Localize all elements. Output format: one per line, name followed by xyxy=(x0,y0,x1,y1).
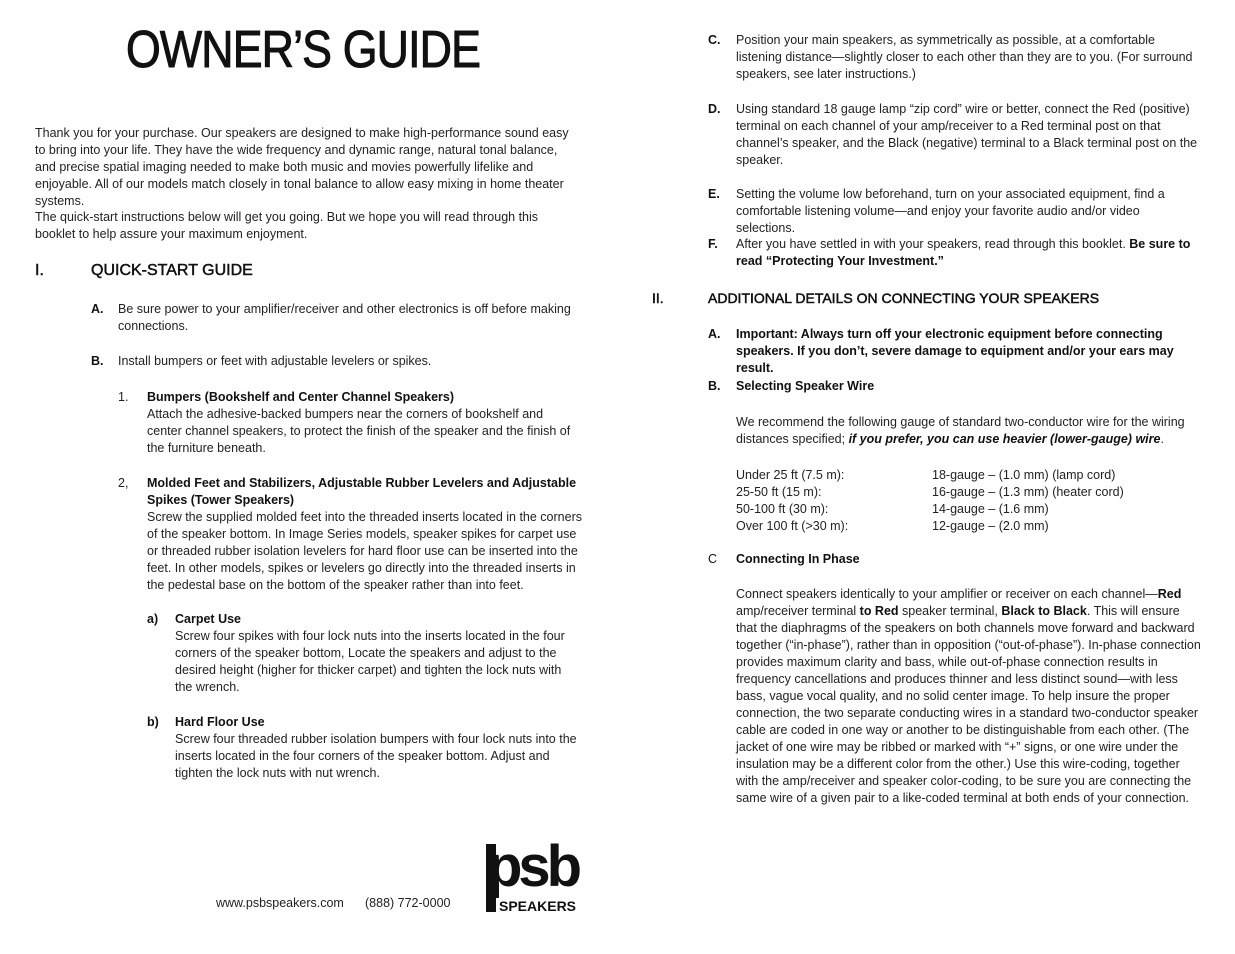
logo-wordmark: psb xyxy=(487,840,579,899)
item-d-label: D. xyxy=(708,102,721,116)
subitem-b-label: b) xyxy=(147,715,159,729)
section-2-item-c-label: C xyxy=(708,552,718,566)
wire-distance: Under 25 ft (7.5 m): xyxy=(736,468,845,482)
wire-gauge: 16-gauge – (1.3 mm) (heater cord) xyxy=(932,485,1124,499)
phase-text-2: amp/receiver terminal xyxy=(736,604,860,618)
logo-subtitle: SPEAKERS xyxy=(499,898,577,914)
subitem-2-title: Molded Feet and Stabilizers, Adjustable Rubber Levelers and Adjustable Spikes (Tower Speakers) xyxy=(147,476,577,507)
wire-distance: Over 100 ft (>30 m): xyxy=(736,519,849,533)
subitem-a-label: a) xyxy=(147,612,159,626)
section-2-item-b-plain: We recommend the following gauge of standard two-conductor wire for the wiring distances specified; xyxy=(736,415,1185,446)
subitem-1-number: 1. xyxy=(118,390,129,404)
wire-distance: 25-50 ft (15 m): xyxy=(736,485,822,499)
section-2-item-b-title: Selecting Speaker Wire xyxy=(736,379,875,393)
phase-bold-black: Black to Black xyxy=(1001,604,1087,618)
page-title: OWNER’S GUIDE xyxy=(126,21,481,79)
phase-bold-to-red: to Red xyxy=(859,604,899,618)
wire-row xyxy=(736,501,1124,518)
wire-row xyxy=(736,484,1124,501)
item-f-bold: Be sure to read “Protecting Your Investment.” xyxy=(736,237,1191,268)
item-e-text: Setting the volume low beforehand, turn on your associated equipment, find a comfortable listening volume—and enjoy your favorite audio and/or video selections. xyxy=(736,187,1165,235)
item-f-text xyxy=(736,236,1198,270)
subitem-b-title: Hard Floor Use xyxy=(175,715,265,729)
wire-gauge: 12-gauge – (2.0 mm) xyxy=(932,519,1049,533)
section-2-item-b-label: B. xyxy=(708,379,721,393)
item-f-label: F. xyxy=(708,237,718,251)
psb-logo-mark xyxy=(486,840,586,914)
item-e-label: E. xyxy=(708,187,720,201)
item-a-text: Be sure power to your amplifier/receiver and other electronics is off before making connections. xyxy=(118,302,571,333)
section-2-item-a-text: Important: Always turn off your electronic equipment before connecting speakers. If you don’t, severe damage to equipment and/or your ears may result. xyxy=(736,327,1174,375)
subitem-2-text: Screw the supplied molded feet into the threaded inserts located in the corners of the speaker bottom. In Image Series models, speaker spikes for carpet use or threaded rubber isolation levelers for hard floor use can be inserted into the feet. In other models, spikes or levelers go directly into the threaded inserts in the pedestal base on the bottom of the speaker rather than into feet. xyxy=(147,510,582,592)
psb-logo xyxy=(486,840,586,914)
footer-phone: (888) 772-0000 xyxy=(365,896,451,910)
wire-row xyxy=(736,518,1124,535)
section-2-item-b-text xyxy=(736,414,1202,448)
section-1-title: QUICK-START GUIDE xyxy=(91,262,253,279)
wire-gauge: 18-gauge – (1.0 mm) (lamp cord) xyxy=(932,468,1116,482)
section-2-title: ADDITIONAL DETAILS ON CONNECTING YOUR SPEAKERS xyxy=(708,290,1100,306)
phase-bold-red: Red xyxy=(1157,587,1182,601)
subitem-a-title: Carpet Use xyxy=(175,612,241,626)
subitem-1-title: Bumpers (Bookshelf and Center Channel Speakers) xyxy=(147,390,455,404)
item-a-label: A. xyxy=(91,302,104,316)
subitem-2-number: 2, xyxy=(118,476,129,490)
item-d-text: Using standard 18 gauge lamp “zip cord” wire or better, connect the Red (positive) terminal on each channel of your amp/receiver to a Red terminal post on that channel’s speaker, and the Black (negative) terminal to a Black terminal post on the speaker. xyxy=(736,102,1198,167)
section-2-number: II. xyxy=(652,290,664,306)
wire-gauge: 14-gauge – (1.6 mm) xyxy=(932,502,1049,516)
subitem-a-text: Screw four spikes with four lock nuts into the inserts located in the four corners of the speaker bottom, Locate the speakers and adjust to the desired height (higher for thicker carpet) and tighten the lock nuts with the wrench. xyxy=(175,629,565,694)
item-c-label: C. xyxy=(708,33,721,47)
section-2-item-b-end: . xyxy=(1160,432,1164,446)
item-b-text: Install bumpers or feet with adjustable levelers or spikes. xyxy=(118,354,432,368)
section-2-item-c-title: Connecting In Phase xyxy=(736,552,860,566)
subitem-1-text: Attach the adhesive-backed bumpers near the corners of bookshelf and center channel speakers, to protect the finish of the speaker and the finish of the furniture beneath. xyxy=(147,407,571,455)
item-b-label: B. xyxy=(91,354,104,368)
item-c-text: Position your main speakers, as symmetrically as possible, at a comfortable listening distance—slightly closer to each other than they are to you. (For surround speakers, see later instructions.) xyxy=(736,33,1193,81)
section-2-item-c-text xyxy=(736,586,1202,807)
item-f-plain: After you have settled in with your speakers, read through this booklet. xyxy=(736,237,1130,251)
section-1-number: I. xyxy=(35,262,44,279)
phase-text-1: Connect speakers identically to your amplifier or receiver on each channel— xyxy=(736,587,1158,601)
section-2-item-a-label: A. xyxy=(708,327,721,341)
wire-distance: 50-100 ft (30 m): xyxy=(736,502,829,516)
wire-gauge-table xyxy=(736,467,1124,535)
footer-url: www.psbspeakers.com xyxy=(216,896,344,910)
section-2-item-b-italic: if you prefer, you can use heavier (lower-gauge) wire xyxy=(848,432,1161,446)
wire-row xyxy=(736,467,1124,484)
phase-text-4: . This will ensure that the diaphragms of the speakers on both channels move forward and backward together (“in-phase”), rather than in opposition (“out-of-phase”). In-phase connection provides maximum clarity and bass, while out-of-phase connection results in frequency cancellations and produces thinner and less distinct sound—with less bass, vague vocal quality, and no solid center image. To help insure the proper connection, the two separate conducting wires in a standard two-conductor speaker cable are coded in one way or another to be distinguishable from each other. (The jacket of one wire may be ribbed or marked with “+” signs, or one wire under the insulation may be a different color from the other.) Use this wire-coding, together with the amp/receiver and speaker color-coding, to be sure you are connecting the same wire of a given pair to a like-coded terminal at both ends of your connection. xyxy=(736,604,1201,805)
intro-paragraph-2: The quick-start instructions below will get you going. But we hope you will read through this booklet to help assure your maximum enjoyment. xyxy=(35,210,539,241)
subitem-b-text: Screw four threaded rubber isolation bumpers with four lock nuts into the inserts located in the four corners of the speaker bottom. Adjust and tighten the lock nuts with nut wrench. xyxy=(175,732,577,780)
intro-paragraph-1: Thank you for your purchase. Our speakers are designed to make high-performance sound easy to bring into your life. They have the wide frequency and dynamic range, natural tonal balance, and precise spatial imaging needed to make both music and movies powerfully lifelike and enjoyable. All of our models match closely in tonal balance to allow easy mixing in home theater systems. xyxy=(35,126,569,208)
phase-text-3: speaker terminal, xyxy=(898,604,1002,618)
